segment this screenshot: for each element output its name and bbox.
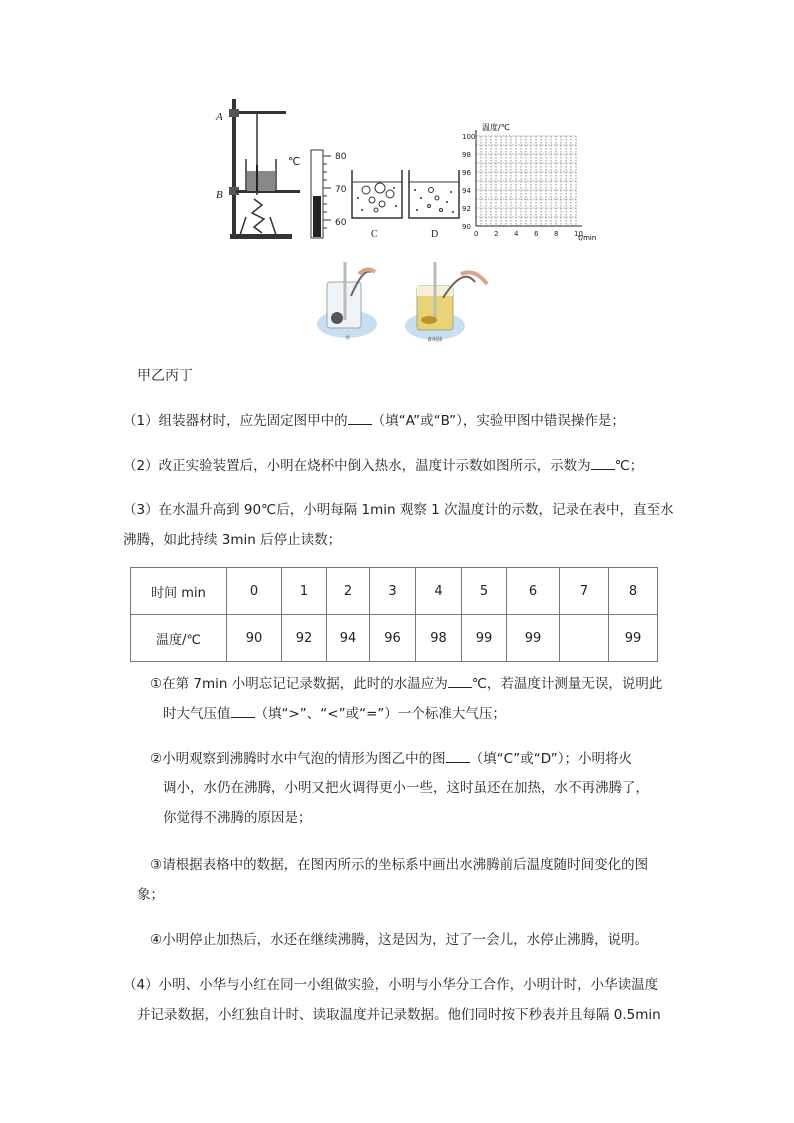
beaker-c-figure: [350, 168, 404, 222]
chart-xlabel: t/min: [578, 234, 597, 242]
table-cell: 99: [507, 615, 560, 662]
table-cell: 94: [327, 615, 370, 662]
sub-question-2-line-2: 调小，水仍在沸腾，小明又把火调得更小一些，这时虽还在加热，水不再沸腾了，: [163, 780, 649, 796]
sub-question-1-text-d: （填“>”、“<”或“=”）一个标准大气压；: [254, 706, 506, 722]
question-2: [123, 455, 643, 476]
label-a: A: [216, 111, 223, 123]
table-cell: 98: [416, 615, 462, 662]
x-tick-label: 0: [474, 230, 479, 238]
table-cell: 4: [416, 568, 462, 615]
sub-question-3-line-2: 象；: [137, 887, 164, 903]
thermo-70: 70: [335, 185, 347, 195]
table-cell: 5: [462, 568, 507, 615]
table-header-time: 时间 min: [131, 568, 227, 615]
chart-ylabel: 温度/℃: [482, 123, 510, 132]
x-tick-label: 6: [534, 230, 539, 238]
answer-blank: [446, 748, 470, 763]
y-tick-label: 94: [462, 187, 471, 195]
label-b: B: [216, 189, 223, 201]
sub-question-1-line-1: [150, 673, 662, 694]
label-d: D: [431, 229, 439, 240]
question-3-line-2: 沸腾，如此持续 3min 后停止读数；: [123, 532, 342, 548]
question-4-line-2: 并记录数据，小红独自计时、读取温度并记录数据。他们同时按下秒表并且每隔 0.5min: [137, 1007, 661, 1023]
table-cell: 99: [462, 615, 507, 662]
photo-water-beaker: [315, 260, 380, 342]
table-cell: 0: [227, 568, 282, 615]
photo-oil-label: 食用油: [427, 337, 443, 343]
table-cell: 1: [282, 568, 327, 615]
thermo-unit: ℃: [288, 155, 301, 168]
question-2-text: （2）改正实验装置后，小明在烧杯中倒入热水，温度计示数如图所示，示数为: [123, 458, 591, 474]
question-1: [123, 410, 625, 431]
y-tick-label: 92: [462, 205, 471, 213]
sub-question-2-line-1: [150, 748, 632, 769]
chart-ticks: [462, 133, 583, 238]
table-cell: 7: [560, 568, 609, 615]
x-tick-label: 8: [554, 230, 559, 238]
answer-blank: [591, 455, 615, 470]
sub-question-1-text-b: ℃，若温度计测量无误，说明此: [471, 676, 663, 692]
table-cell: 8: [609, 568, 658, 615]
answer-blank: [348, 410, 372, 425]
y-tick-label: 90: [462, 223, 471, 231]
table-row-temperature: [131, 615, 658, 662]
x-tick-label: 10: [574, 230, 583, 238]
chart-grid: [476, 136, 576, 226]
sub-question-2-line-3: 你觉得不沸腾的原因是；: [163, 810, 312, 826]
answer-blank: [231, 703, 255, 718]
question-1-text-b: （填“A”或“B”），实验甲图中错误操作是；: [371, 413, 625, 429]
sub-question-1-text: ①在第 7min 小明忘记记录数据，此时的水温应为: [150, 676, 448, 692]
sub-question-2-text-b: （填“C”或“D”）；小明将火: [469, 751, 633, 767]
question-2-text-b: ℃；: [614, 458, 644, 474]
sub-question-2-text: ②小明观察到沸腾时水中气泡的情形为图乙中的图: [150, 751, 446, 767]
thermo-60: 60: [335, 218, 347, 228]
temperature-time-chart: [440, 118, 600, 243]
table-cell: 90: [227, 615, 282, 662]
x-tick-label: 4: [514, 230, 519, 238]
data-table: [130, 567, 658, 662]
table-header-temperature: 温度/℃: [131, 615, 227, 662]
figure-jia-apparatus: [210, 95, 300, 243]
photo-oil-beaker: [403, 262, 493, 344]
photo-water-label: 水: [345, 335, 351, 341]
thermometer-figure: [305, 148, 335, 240]
table-cell: 6: [507, 568, 560, 615]
sub-question-4: ④小明停止加热后，水还在继续沸腾，这是因为，过了一会儿，水停止沸腾，说明。: [150, 932, 649, 948]
question-3-line-1: （3）在水温升高到 90℃后，小明每隔 1min 观察 1 次温度计的示数，记录在表中，直至水: [123, 502, 674, 518]
table-cell-empty: [560, 615, 609, 662]
table-cell: 2: [327, 568, 370, 615]
table-row-time: [131, 568, 658, 615]
question-1-text: （1）组装器材时，应先固定图甲中的: [123, 413, 348, 429]
table-cell: 92: [282, 615, 327, 662]
x-tick-label: 2: [494, 230, 499, 238]
y-tick-label: 98: [462, 151, 471, 159]
table-cell: 96: [370, 615, 416, 662]
figure-caption: 甲乙丙丁: [137, 368, 193, 384]
table-cell: 3: [370, 568, 416, 615]
question-4-line-1: （4）小明、小华与小红在同一小组做实验，小明与小华分工合作，小明计时，小华读温度: [123, 977, 659, 993]
label-c: C: [371, 229, 378, 240]
thermo-80: 80: [335, 152, 347, 162]
sub-question-1-line-2: [163, 703, 506, 724]
sub-question-3-line-1: ③请根据表格中的数据，在图丙所示的坐标系中画出水沸腾前后温度随时间变化的图: [150, 857, 649, 873]
y-tick-label: 100: [462, 133, 476, 141]
answer-blank: [448, 673, 472, 688]
table-cell: 99: [609, 615, 658, 662]
y-tick-label: 96: [462, 169, 471, 177]
sub-question-1-text-c: 时大气压值: [163, 706, 231, 722]
